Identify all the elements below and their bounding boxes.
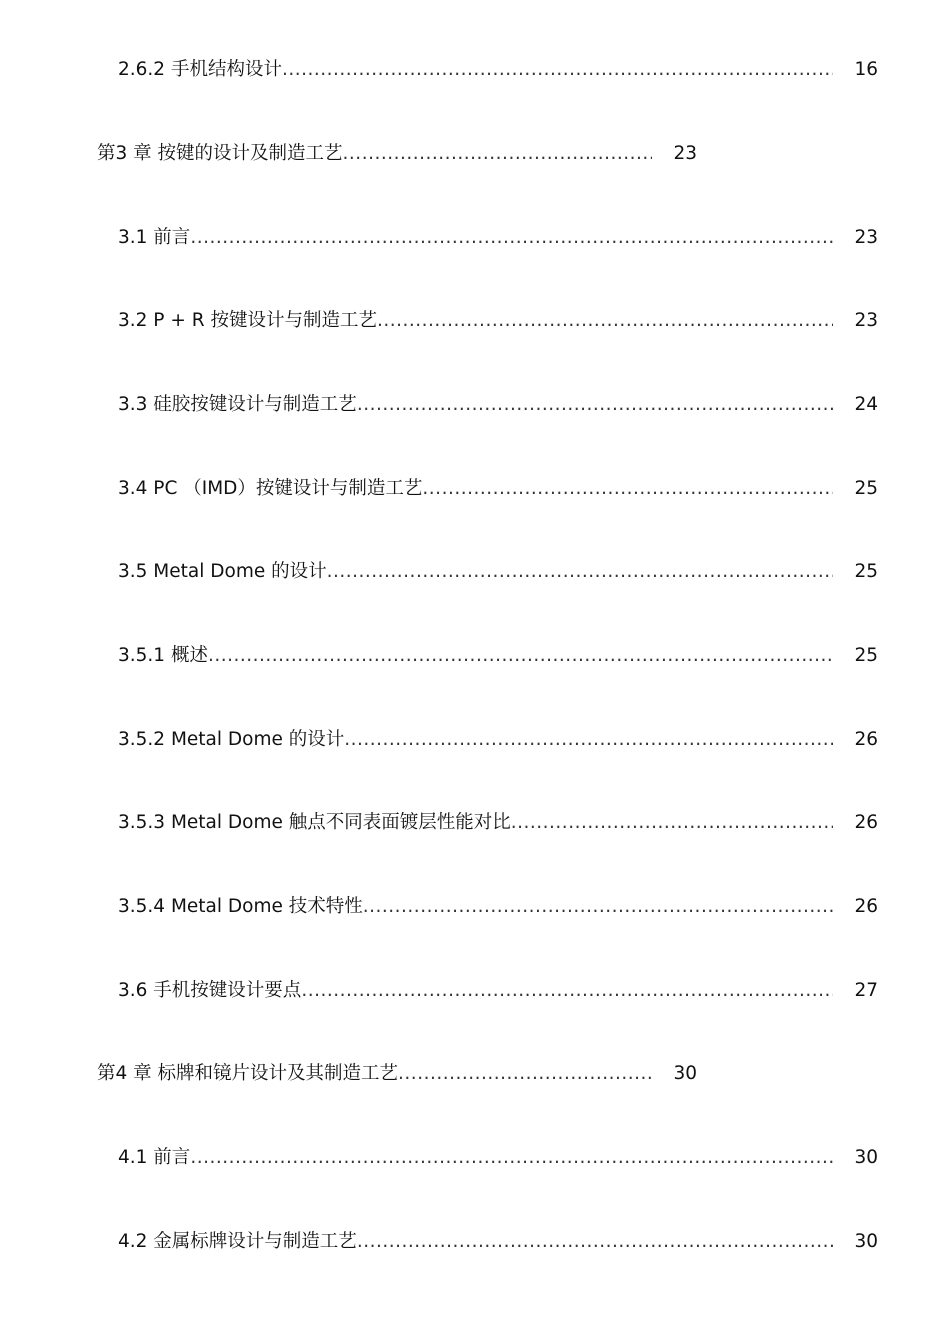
toc-entry-3-6[interactable]	[118, 976, 878, 1006]
toc-entry-label: 3.5.3 Metal Dome 触点不同表面镀层性能对比	[118, 812, 511, 833]
toc-page-number: 27	[854, 980, 878, 1001]
toc-page-number: 26	[854, 896, 878, 917]
toc-entry-3-5-3[interactable]	[118, 808, 878, 838]
toc-dot-leader	[511, 808, 833, 838]
toc-chapter-4[interactable]	[97, 1059, 697, 1089]
toc-dot-leader	[190, 223, 833, 253]
toc-dot-leader	[422, 474, 833, 504]
toc-entry-4-2[interactable]	[118, 1227, 878, 1257]
toc-entry-3-3[interactable]	[118, 390, 878, 420]
toc-page-number: 30	[854, 1231, 878, 1252]
toc-dot-leader	[282, 55, 833, 85]
toc-entry-label: 3.2 P + R 按键设计与制造工艺	[118, 310, 377, 331]
toc-page-number: 26	[854, 812, 878, 833]
toc-page-number: 24	[854, 394, 878, 415]
toc-entry-3-4[interactable]	[118, 474, 878, 504]
toc-entry-label: 4.1 前言	[118, 1147, 191, 1168]
toc-entry-label: 4.2 金属标牌设计与制造工艺	[118, 1231, 357, 1252]
toc-dot-leader	[377, 306, 833, 336]
toc-entry-label: 3.1 前言	[118, 227, 191, 248]
toc-entry-3-5-1[interactable]	[118, 641, 878, 671]
toc-entry-label: 3.4 PC （IMD）按键设计与制造工艺	[118, 478, 423, 499]
toc-page-number: 23	[673, 143, 697, 164]
toc-dot-leader	[343, 139, 652, 169]
toc-dot-leader	[301, 976, 833, 1006]
toc-entry-4-1[interactable]	[118, 1143, 878, 1173]
toc-entry-label: 3.5.2 Metal Dome 的设计	[118, 729, 345, 750]
toc-entry-label: 3.5.4 Metal Dome 技术特性	[118, 896, 363, 917]
toc-dot-leader	[363, 892, 833, 922]
toc-entry-3-5[interactable]	[118, 557, 878, 587]
toc-page-number: 25	[854, 478, 878, 499]
toc-page-number: 30	[854, 1147, 878, 1168]
toc-page-number: 16	[854, 59, 878, 80]
toc-dot-leader	[357, 1227, 833, 1257]
toc-entry-label: 3.5.1 概述	[118, 645, 208, 666]
toc-dot-leader	[357, 390, 833, 420]
toc-page-number: 30	[673, 1063, 697, 1084]
toc-entry-label: 第4 章 标牌和镜片设计及其制造工艺	[97, 1063, 399, 1084]
toc-entry-label: 第3 章 按键的设计及制造工艺	[97, 143, 343, 164]
toc-page-number: 23	[854, 227, 878, 248]
toc-entry-3-1[interactable]	[118, 223, 878, 253]
toc-entry-label: 3.6 手机按键设计要点	[118, 980, 302, 1001]
toc-entry-2-6-2[interactable]	[118, 55, 878, 85]
toc-dot-leader	[344, 725, 833, 755]
toc-entry-3-2[interactable]	[118, 306, 878, 336]
toc-dot-leader	[398, 1059, 652, 1089]
toc-page-number: 26	[854, 729, 878, 750]
toc-chapter-3[interactable]	[97, 139, 697, 169]
toc-entry-3-5-2[interactable]	[118, 725, 878, 755]
toc-page-number: 25	[854, 561, 878, 582]
toc-dot-leader	[327, 557, 833, 587]
toc-page-number: 25	[854, 645, 878, 666]
toc-page-number: 23	[854, 310, 878, 331]
toc-dot-leader	[208, 641, 833, 671]
toc-entry-label: 2.6.2 手机结构设计	[118, 59, 282, 80]
toc-entry-label: 3.5 Metal Dome 的设计	[118, 561, 327, 582]
toc-entry-label: 3.3 硅胶按键设计与制造工艺	[118, 394, 357, 415]
toc-dot-leader	[190, 1143, 833, 1173]
toc-entry-3-5-4[interactable]	[118, 892, 878, 922]
